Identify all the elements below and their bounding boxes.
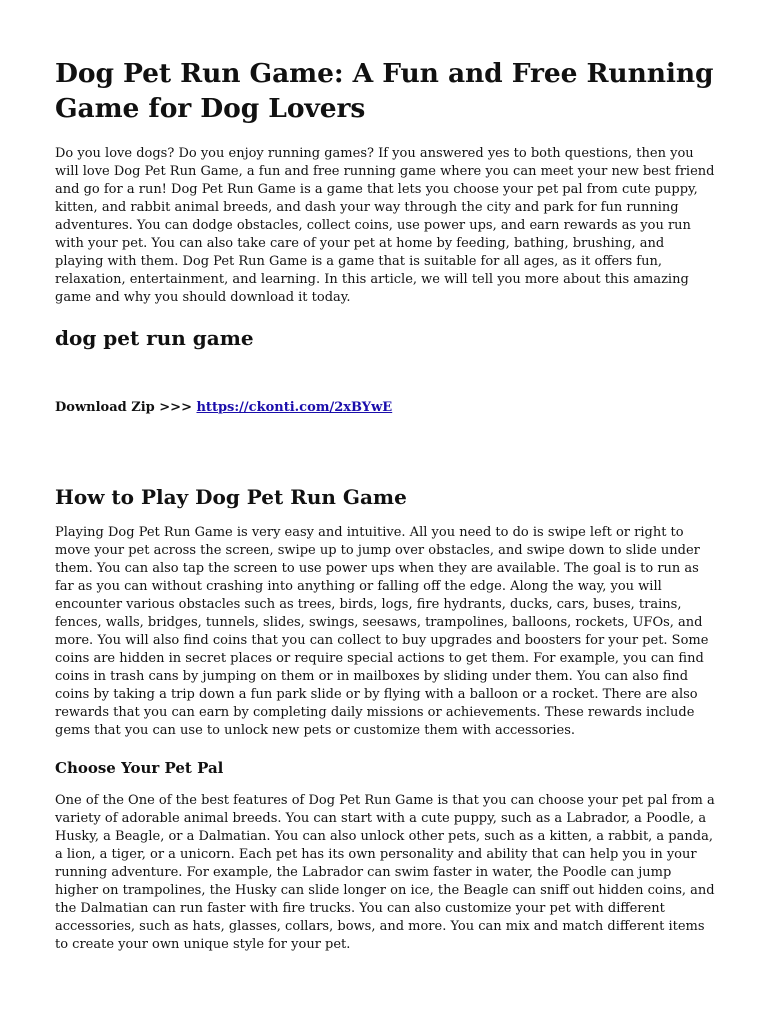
keyword-heading: dog pet run game [55, 326, 254, 350]
download-link[interactable]: https://ckonti.com/2xBYwE [196, 400, 393, 415]
howto-paragraph: Playing Dog Pet Run Game is very easy and intuitive. All you need to do is swipe left or right to move your pet across the screen, swipe up to jump over obstacles, and swipe down to slide under them. You can also tap the screen to use power ups when they are available. The goal is to run as far as you can without crashing into anything or falling off the edge. Along the way, you will encounter various obstacles such as trees, birds, logs, fire hydrants, ducks, cars, buses, trains, fences, walls, bridges, tunnels, slides, swings, seesaws, trampolines, balloons, rockets, UFOs, and more. You will also find coins that you can collect to buy upgrades and boosters for your pet. Some coins are hidden in secret places or require special actions to get them. For example, you can find coins in trash cans by jumping on them or in mailboxes by sliding under them. You can also find coins by taking a trip down a fun park slide or by flying with a balloon or a rocket. There are also rewards that you can earn by completing daily missions or achievements. These rewards include gems that you can use to unlock new pets or customize them with accessories. [55, 525, 709, 738]
intro-paragraph: Do you love dogs? Do you enjoy running games? If you answered yes to both questions, then you will love Dog Pet Run Game, a fun and free running game where you can meet your new best friend and go for a run! Dog Pet Run Game is a game that lets you choose your pet pal from cute puppy, kitten, and rabbit animal breeds, and dash your way through the city and park for fun running adventures. You can dodge obstacles, collect coins, use power ups, and earn rewards as you run with your pet. You can also take care of your pet at home by feeding, bathing, brushing, and playing with them. Dog Pet Run Game is a game that is suitable for all ages, as it offers fun, relaxation, entertainment, and learning. In this article, we will tell you more about this amazing game and why you should download it today. [55, 146, 715, 305]
download-line [55, 399, 716, 417]
pet-pal-heading: Choose Your Pet Pal [55, 759, 224, 777]
howto-heading: How to Play Dog Pet Run Game [55, 485, 407, 509]
pet-pal-paragraph: One of the One of the best features of Dog Pet Run Game is that you can choose your pet pal from a variety of adorable animal breeds. You can start with a cute puppy, such as a Labrador, a Poodle, a Husky, a Beagle, or a Dalmatian. You can also unlock other pets, such as a kitten, a rabbit, a panda, a lion, a tiger, or a unicorn. Each pet has its own personality and ability that can help you in your running adventure. For example, the Labrador can swim faster in water, the Poodle can jump higher on trampolines, the Husky can slide longer on ice, the Beagle can sniff out hidden coins, and the Dalmatian can run faster with fire trucks. You can also customize your pet with different accessories, such as hats, glasses, collars, bows, and more. You can mix and match different items to create your own unique style for your pet. [55, 793, 715, 952]
article-title: Dog Pet Run Game: A Fun and Free Running Game for Dog Lovers [55, 58, 714, 124]
download-label: Download Zip >>> [55, 400, 197, 415]
